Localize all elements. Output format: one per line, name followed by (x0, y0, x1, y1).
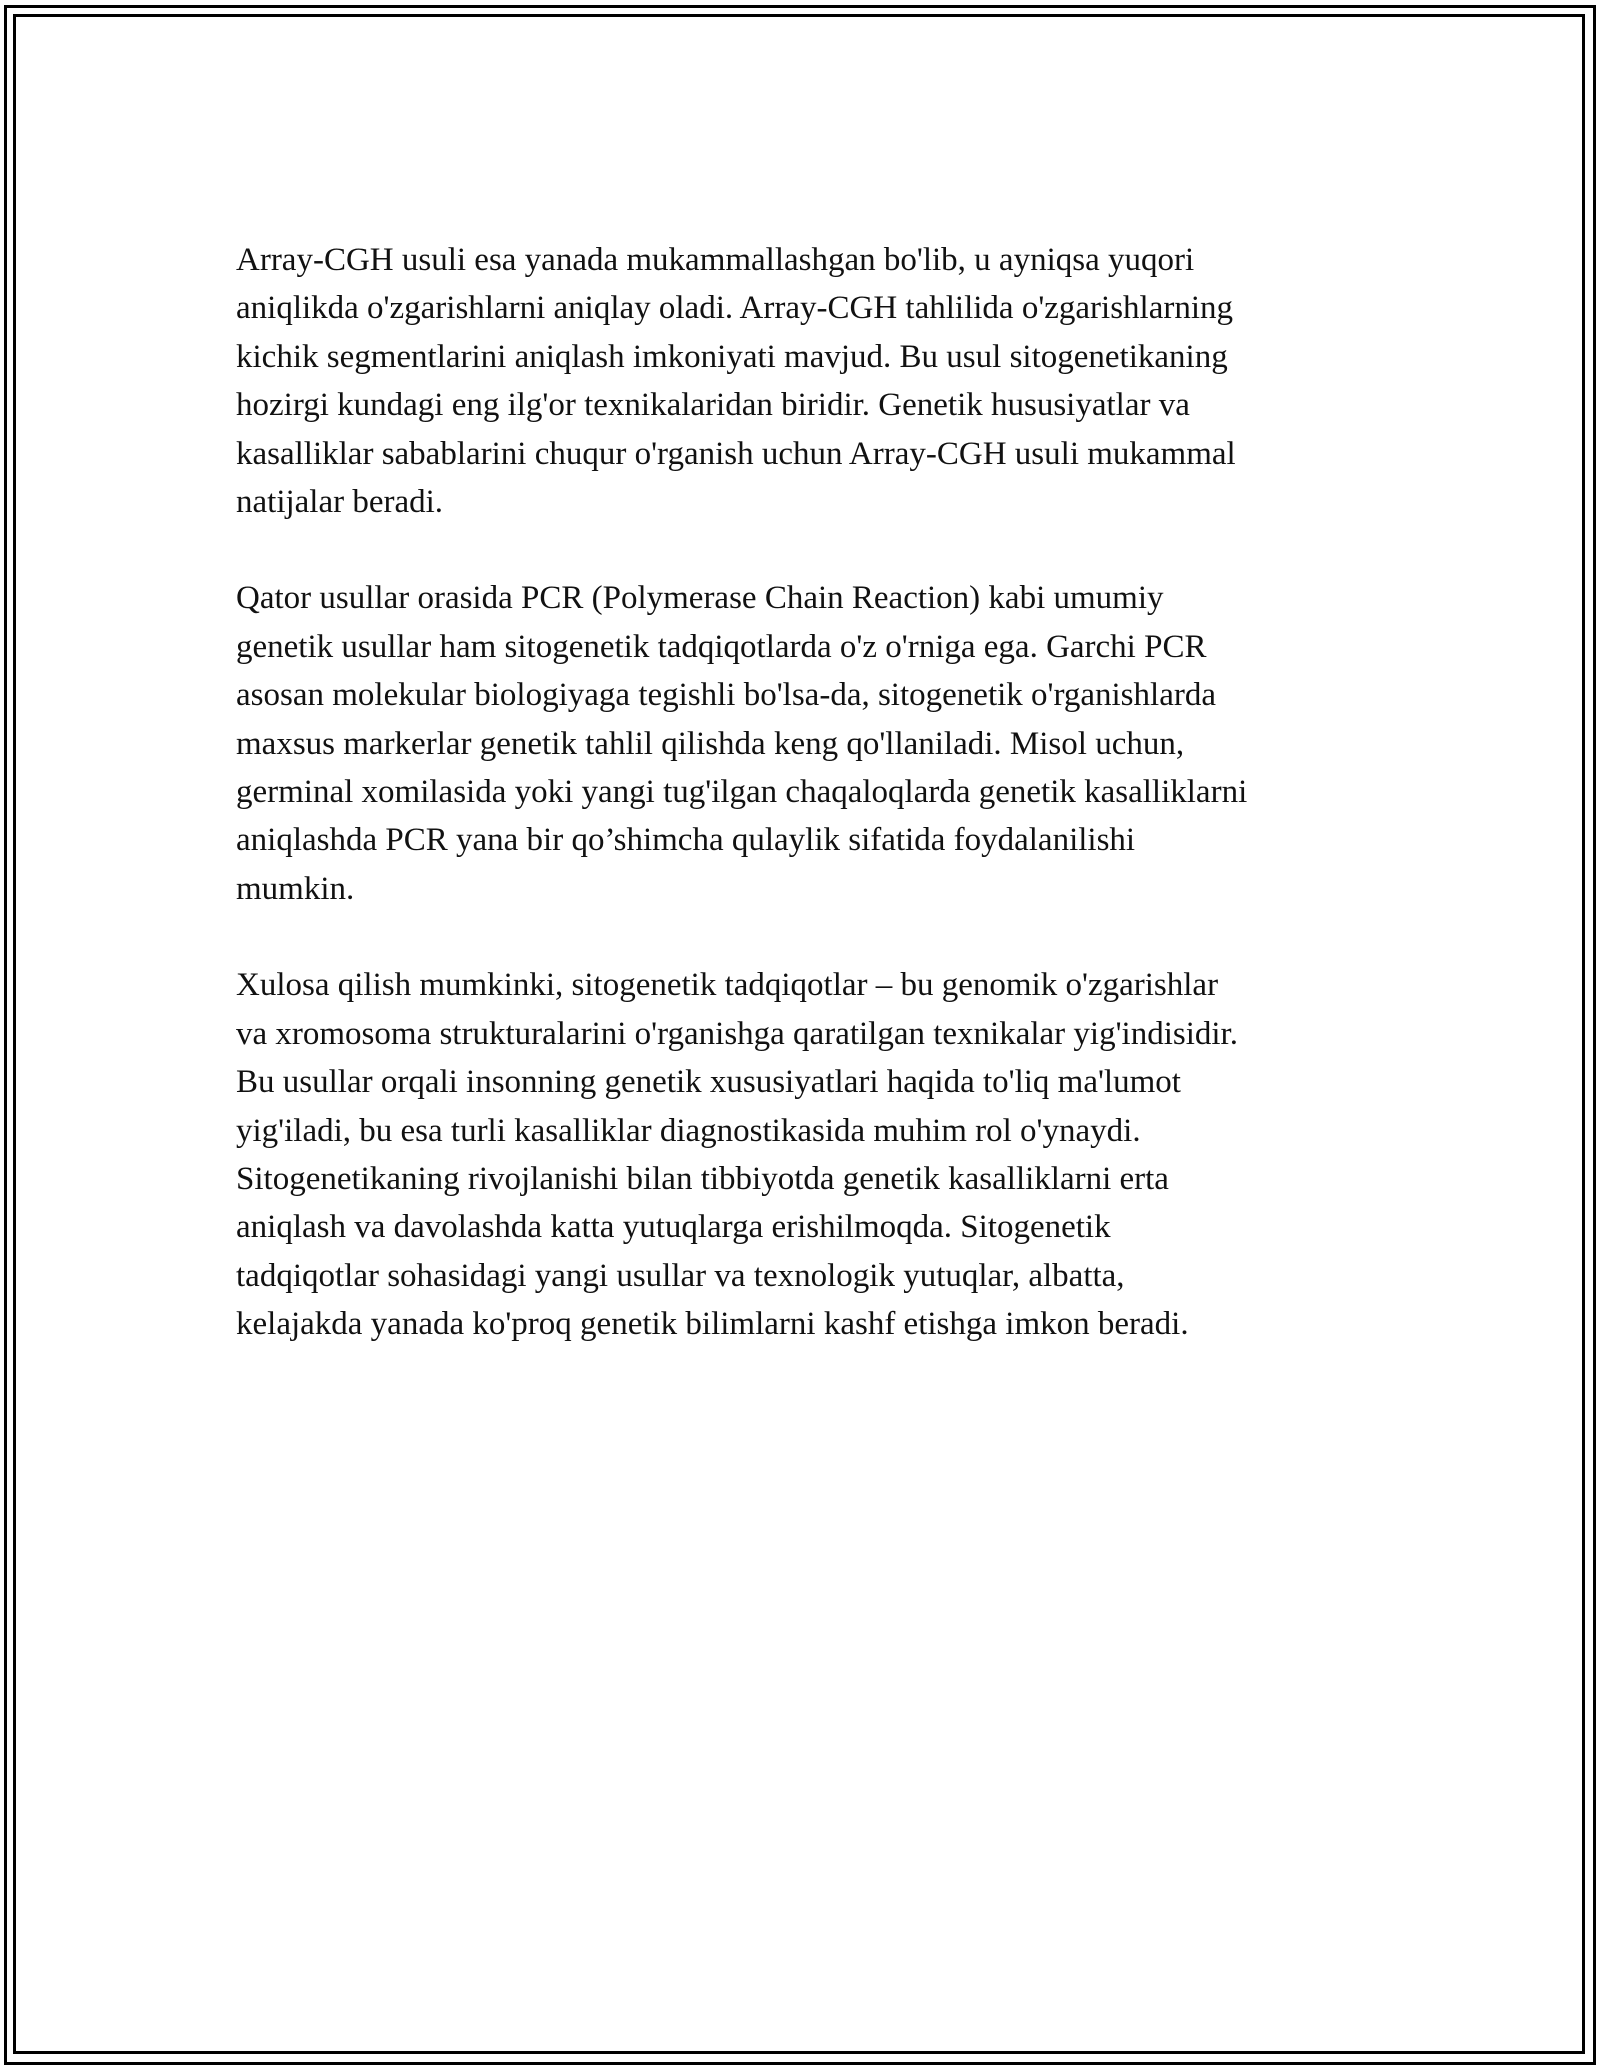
document-body (236, 236, 1376, 1397)
paragraph-conclusion: Xulosa qilish mumkinki, sitogenetik tadqiqotlar – bu genomik o'zgarishlar va xromosoma strukturalarini o'rganishga qaratilgan texnikalar yig'indisidir. Bu usullar orqali insonning genetik xususiyatlari haqida to'liq ma'lumot yig'iladi, bu esa turli kasalliklar diagnostikasida muhim rol o'ynaydi. Sitogenetikaning rivojlanishi bilan tibbiyotda genetik kasalliklarni erta aniqlash va davolashda katta yutuqlarga erishilmoqda. Sitogenetik tadqiqotlar sohasidagi yangi usullar va texnologik yutuqlar, albatta, kelajakda yanada ko'proq genetik bilimlarni kashf etishga imkon beradi. (236, 967, 1238, 1343)
paragraph-array-cgh: Array-CGH usuli esa yanada mukammallashgan bo'lib, u ayniqsa yuqori aniqlikda o'zgarishlarni aniqlay oladi. Array-CGH tahlilida o'zgarishlarning kichik segmentlarini aniqlash imkoniyati mavjud. Bu usul sitogenetikaning hozirgi kundagi eng ilg'or texnikalaridan biridir. Genetik hususiyatlar va kasalliklar sabablarini chuqur o'rganish uchun Array-CGH usuli mukammal natijalar beradi. (236, 242, 1236, 521)
paragraph-pcr: Qator usullar orasida PCR (Polymerase Chain Reaction) kabi umumiy genetik usullar ham sitogenetik tadqiqotlarda o'z o'rniga ega. Garchi PCR asosan molekular biologiyaga tegishli bo'lsa-da, sitogenetik o'rganishlarda maxsus markerlar genetik tahlil qilishda keng qo'llaniladi. Misol uchun, germinal xomilasida yoki yangi tug'ilgan chaqaloqlarda genetik kasalliklarni aniqlashda PCR yana bir qo’shimcha qulaylik sifatida foydalanilishi mumkin. (236, 580, 1248, 907)
